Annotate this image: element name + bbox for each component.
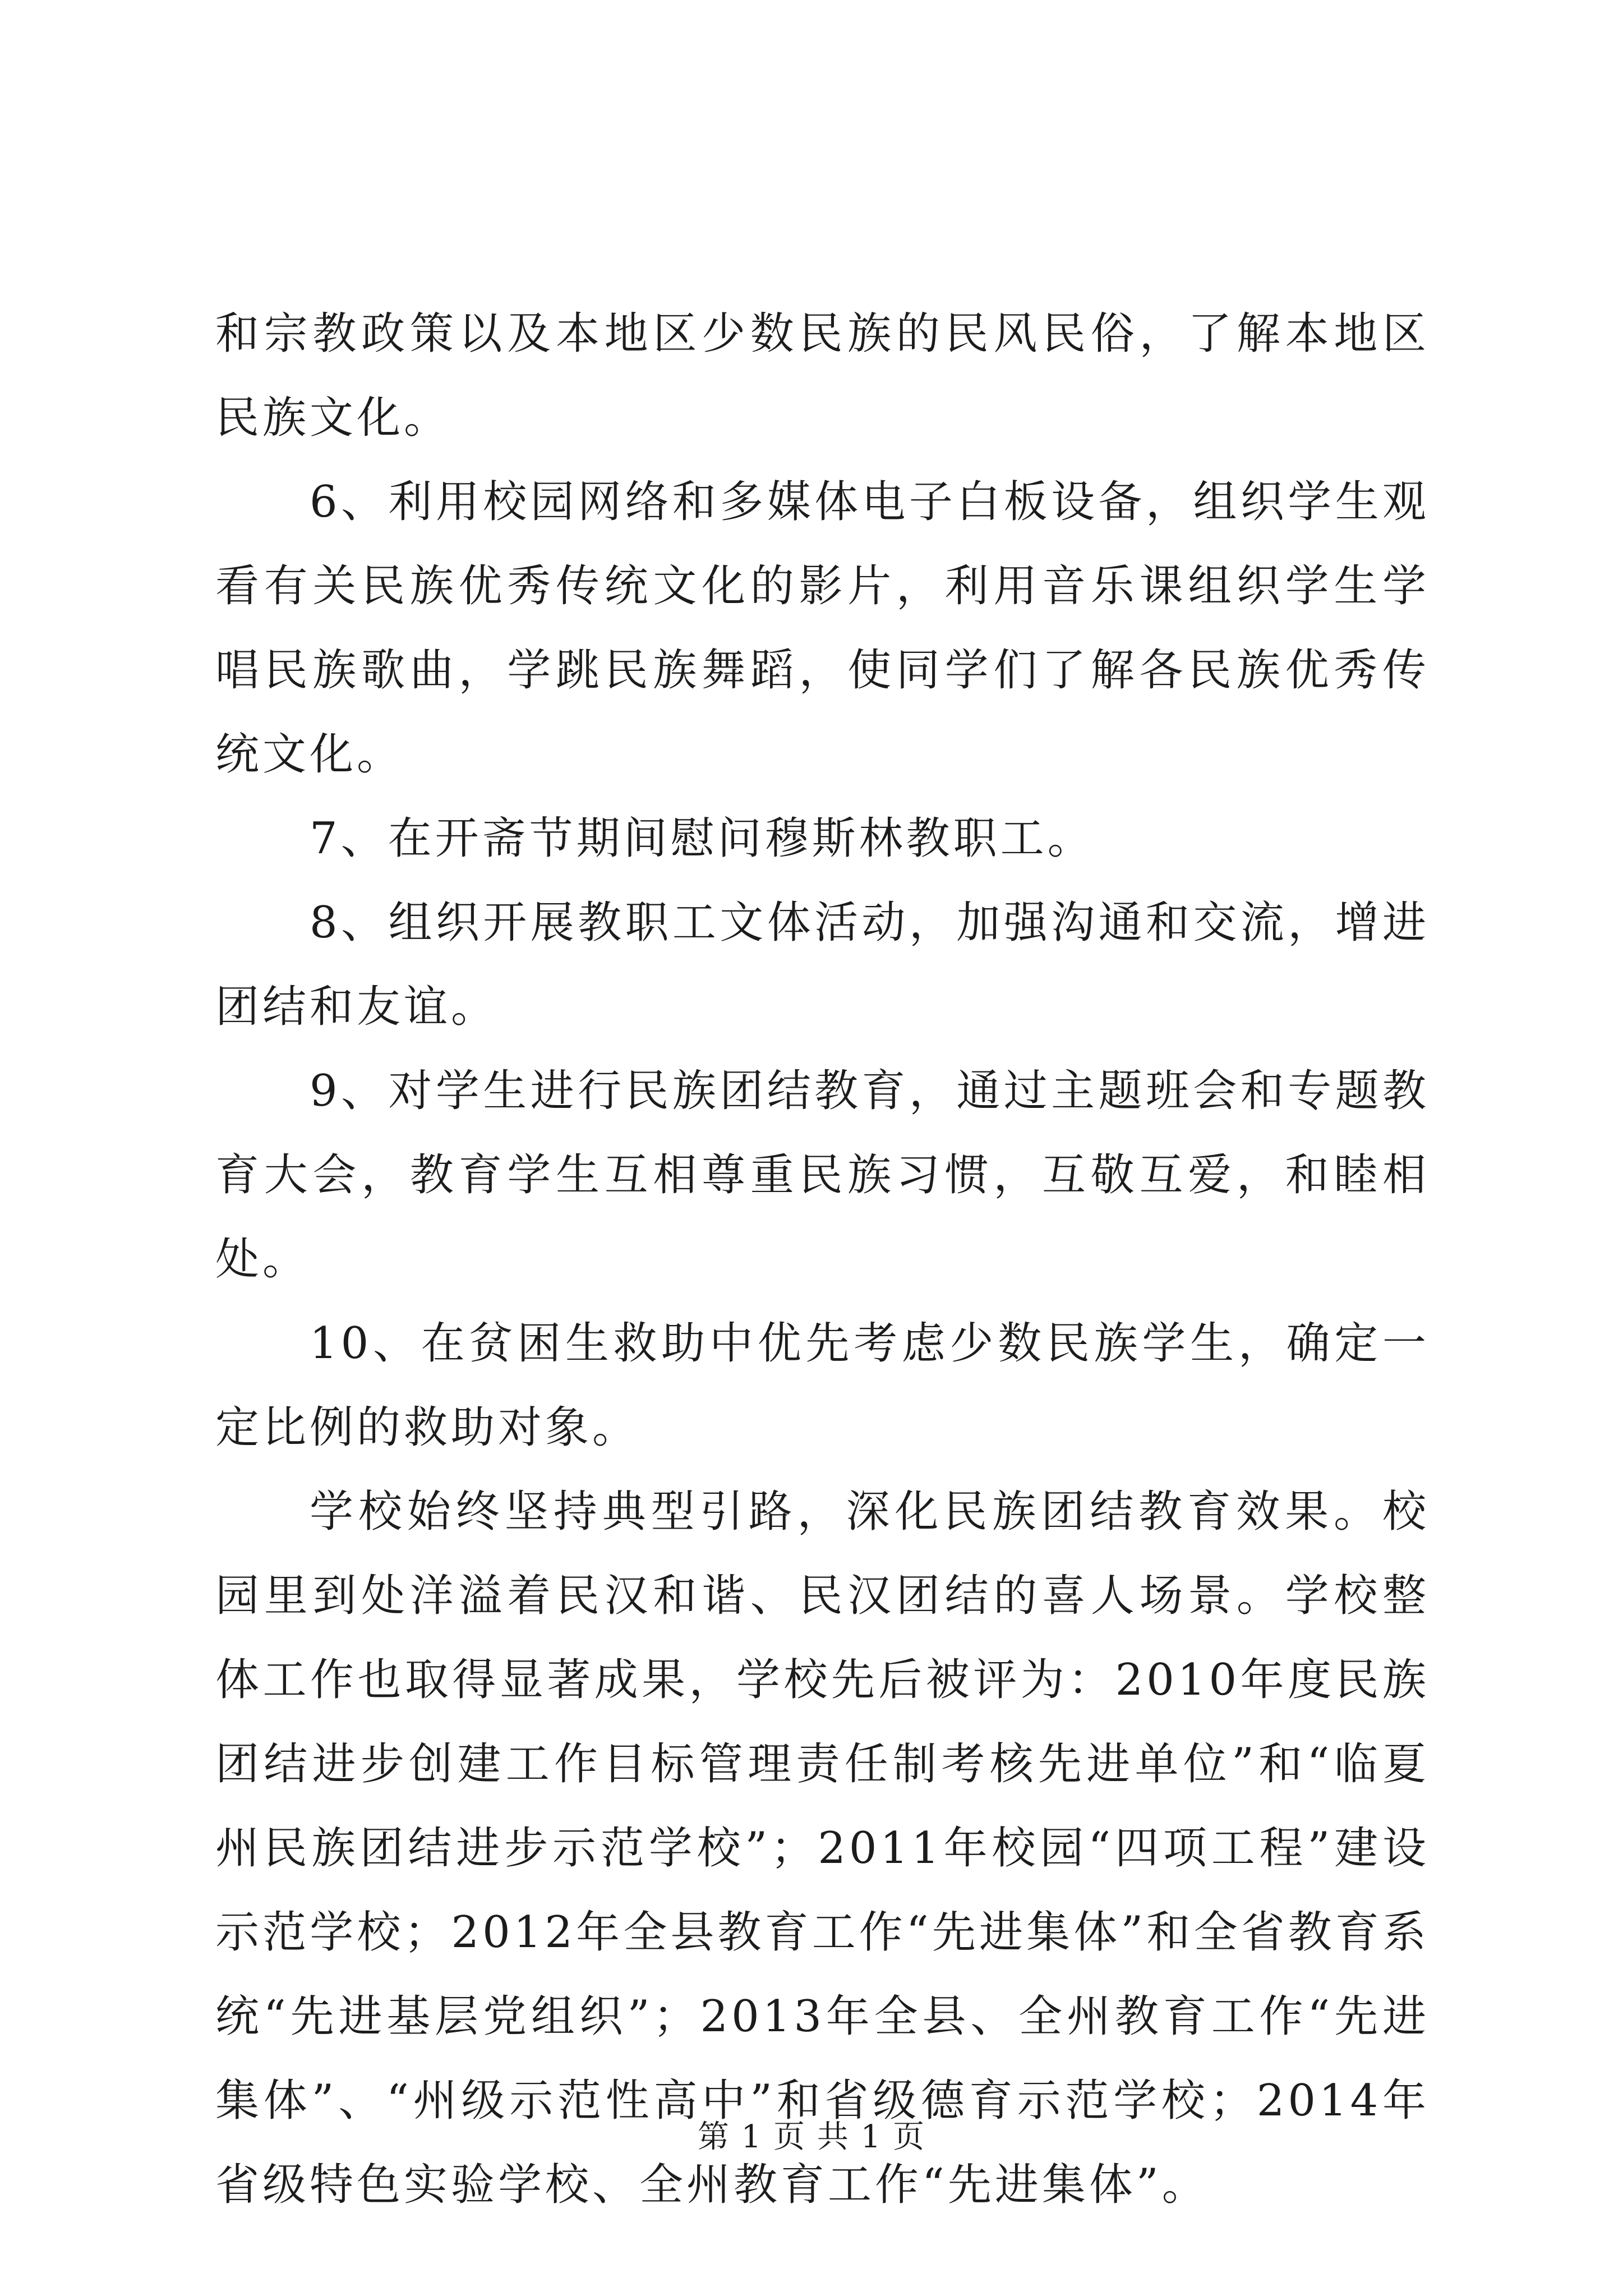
paragraph-item-9: 9、对学生进行民族团结教育，通过主题班会和专题教育大会，教育学生互相尊重民族习惯，互敬互爱，和睦相处。 xyxy=(215,1066,1430,1285)
paragraph-summary: 学校始终坚持典型引路，深化民族团结教育效果。校园里到处洋溢着民汉和谐、民汉团结的喜人场景。学校整体工作也取得显著成果，学校先后被评为：2010年度民族团结进步创建工作目标管理责任制考核先进单位”和“临夏州民族团结进步示范学校”；2011年校园“四项工程”建设示范学校；2012年全县教育工作“先进集体”和全省教育系统“先进基层党组织”；2013年全县、全州教育工作“先进集体”、“州级示范性高中”和省级德育示范学校；2014年省级特色实验学校、全州教育工作“先进集体”。 xyxy=(215,1487,1430,2210)
paragraph-item-6: 6、利用校园网络和多媒体电子白板设备，组织学生观看有关民族优秀传统文化的影片，利用音乐课组织学生学唱民族歌曲，学跳民族舞蹈，使同学们了解各民族优秀传统文化。 xyxy=(215,477,1430,780)
page-number-footer: 第 1 页 共 1 页 xyxy=(697,2119,926,2155)
paragraph-item-8: 8、组织开展教职工文体活动，加强沟通和交流，增进团结和友谊。 xyxy=(215,898,1430,1032)
paragraph-item-10: 10、在贫困生救助中优先考虑少数民族学生，确定一定比例的救助对象。 xyxy=(215,1318,1430,1453)
paragraph-continuation: 和宗教政策以及本地区少数民族的民风民俗，了解本地区民族文化。 xyxy=(215,309,1430,443)
document-body xyxy=(215,292,1430,2227)
paragraph-item-7: 7、在开斋节期间慰问穆斯林教职工。 xyxy=(310,813,1095,864)
